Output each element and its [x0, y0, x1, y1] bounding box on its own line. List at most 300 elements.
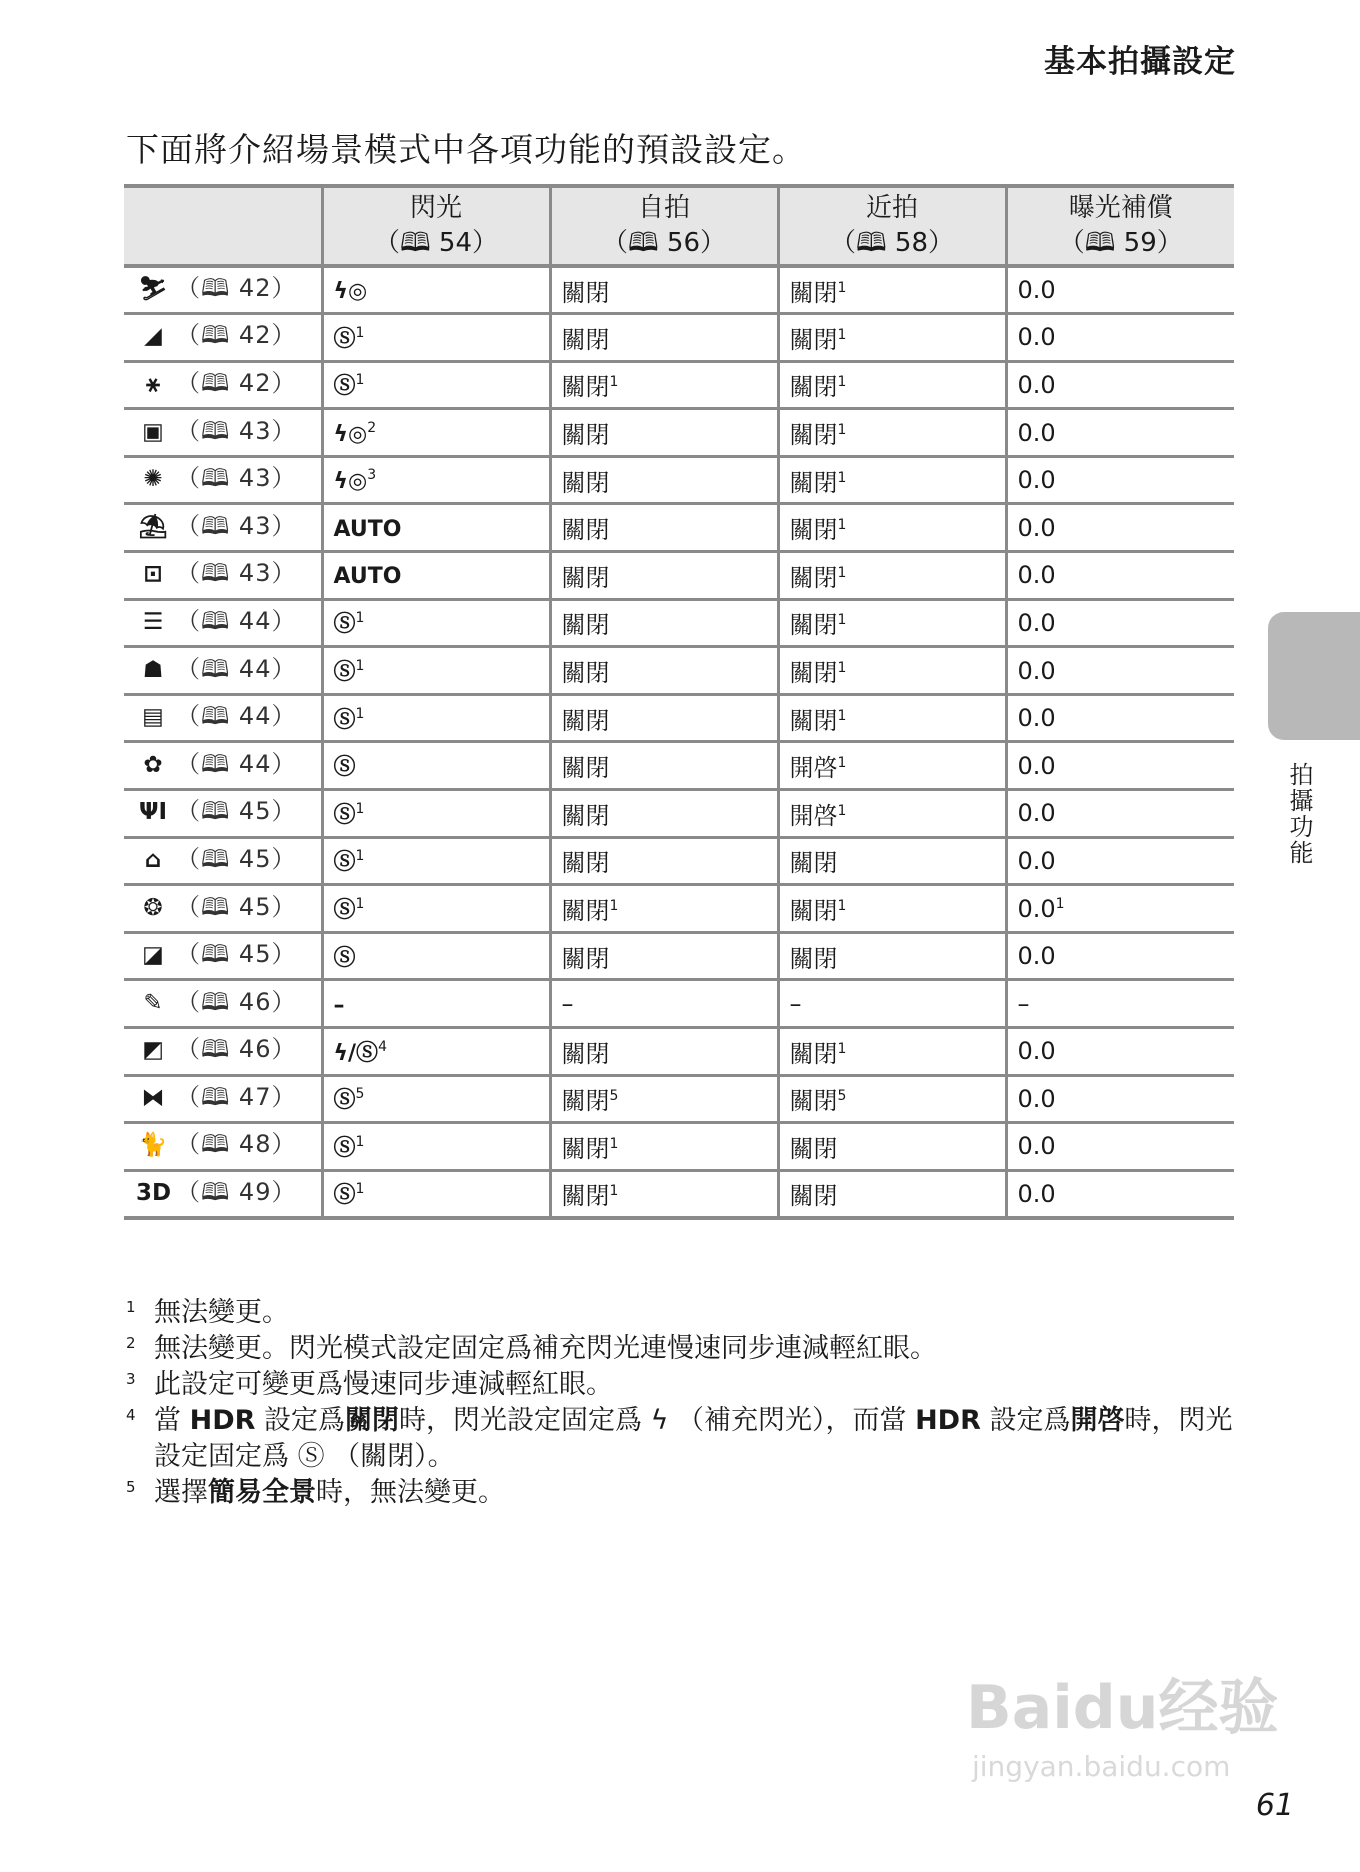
table-row	[124, 409, 1234, 457]
flash-cell	[322, 1170, 550, 1218]
flash-cell-value: Ⓢ	[333, 850, 356, 876]
self-timer-cell-value: 關閉	[561, 325, 610, 354]
exposure-comp-cell	[1006, 409, 1234, 457]
header-ref: （🕮 54）	[373, 228, 498, 258]
page-reference: （🕮 43）	[176, 559, 297, 588]
header-macro	[778, 186, 1006, 266]
self-timer-cell	[550, 599, 778, 647]
exposure-comp-cell-value: 0.0	[1017, 942, 1056, 971]
self-timer-cell-value: 關閉	[561, 563, 610, 592]
macro-cell	[778, 314, 1006, 362]
table-header-row	[124, 186, 1234, 266]
self-timer-cell	[550, 409, 778, 457]
scene-mode-icon: ✎	[143, 989, 163, 1016]
exposure-comp-cell	[1006, 932, 1234, 980]
footnote-marker: 1	[355, 324, 365, 341]
page-reference: （🕮 45）	[176, 892, 297, 921]
flash-cell-value: AUTO	[333, 516, 402, 542]
page-reference: （🕮 44）	[176, 702, 297, 731]
footnote-marker: 1	[609, 1183, 619, 1200]
scene-mode-icon: ⛷	[138, 276, 168, 303]
flash-cell	[322, 599, 550, 647]
self-timer-cell	[550, 1170, 778, 1218]
footnote-text: 設定爲	[255, 1405, 345, 1436]
macro-cell-value: 關閉	[789, 421, 838, 450]
self-timer-cell	[550, 314, 778, 362]
flash-cell-value: ϟ◎	[333, 469, 368, 495]
scene-cell	[124, 885, 322, 933]
watermark-url: jingyan.baidu.com	[972, 1750, 1231, 1783]
scene-cell	[124, 647, 322, 695]
self-timer-cell-value: 關閉	[561, 516, 610, 545]
flash-cell-value: –	[333, 992, 345, 1018]
macro-cell	[778, 837, 1006, 885]
footnote-marker: 1	[355, 1133, 365, 1150]
macro-cell-value: 關閉	[789, 325, 838, 354]
self-timer-cell-value: 關閉	[561, 373, 610, 402]
exposure-comp-cell-value: 0.0	[1017, 513, 1056, 542]
flash-cell-value: AUTO	[333, 564, 402, 590]
flash-cell-value: Ⓢ	[333, 660, 356, 686]
scene-mode-icon: 3D	[136, 1179, 172, 1206]
table-row	[124, 504, 1234, 552]
scene-cell	[124, 1028, 322, 1076]
footnote-number: 2	[126, 1334, 136, 1352]
self-timer-cell-value: 關閉	[561, 849, 610, 878]
footnote-marker: 1	[837, 469, 847, 486]
macro-cell-value: 開啓	[789, 754, 838, 783]
self-timer-cell	[550, 837, 778, 885]
footnote-marker: 1	[609, 374, 619, 391]
exposure-comp-cell	[1006, 1028, 1234, 1076]
footnote-marker: 1	[837, 374, 847, 391]
exposure-comp-cell-value: –	[1017, 989, 1030, 1018]
header-label: 近拍	[865, 192, 918, 223]
footnote-marker: 1	[837, 898, 847, 915]
scene-cell	[124, 504, 322, 552]
scene-cell	[124, 314, 322, 362]
exposure-comp-cell-value: 0.0	[1017, 894, 1056, 923]
macro-cell	[778, 409, 1006, 457]
footnote-marker: 1	[837, 517, 847, 534]
footnote-marker: 1	[355, 372, 365, 389]
macro-cell	[778, 647, 1006, 695]
self-timer-cell-value: 關閉	[561, 897, 610, 926]
header-ref: （🕮 58）	[829, 228, 954, 258]
exposure-comp-cell	[1006, 790, 1234, 838]
footnote-marker: 4	[378, 1038, 387, 1055]
macro-cell	[778, 1028, 1006, 1076]
page-reference: （🕮 44）	[176, 749, 297, 778]
exposure-comp-cell-value: 0.0	[1017, 1037, 1056, 1066]
footnote-number: 4	[126, 1406, 136, 1424]
scene-mode-icon: ❂	[143, 894, 163, 921]
macro-cell	[778, 504, 1006, 552]
self-timer-cell	[550, 361, 778, 409]
macro-cell-value: 關閉	[789, 1182, 838, 1211]
footnote-marker: 5	[837, 1088, 847, 1105]
footnote-marker: 1	[837, 564, 847, 581]
exposure-comp-cell-value: 0.0	[1017, 370, 1056, 399]
exposure-comp-cell	[1006, 1123, 1234, 1171]
footnote-text: 時，無法變更。	[316, 1477, 505, 1508]
footnote-marker: 1	[609, 898, 619, 915]
footnote-marker: 1	[355, 705, 365, 722]
footnote-marker: 1	[1055, 895, 1065, 912]
exposure-comp-cell	[1006, 837, 1234, 885]
macro-cell-value: 關閉	[789, 468, 838, 497]
exposure-comp-cell	[1006, 314, 1234, 362]
footnote-text: 此設定可變更爲慢速同步連減輕紅眼。	[154, 1369, 613, 1400]
page-reference: （🕮 45）	[176, 797, 297, 826]
table-row	[124, 790, 1234, 838]
self-timer-cell	[550, 266, 778, 314]
footnote-marker: 5	[609, 1088, 619, 1105]
table-row	[124, 742, 1234, 790]
macro-cell-value: 關閉	[789, 373, 838, 402]
exposure-comp-cell	[1006, 504, 1234, 552]
footnote-text: 無法變更。	[154, 1297, 289, 1328]
header-flash	[322, 186, 550, 266]
self-timer-cell-value: 關閉	[561, 754, 610, 783]
footnote-text: 設定爲	[980, 1405, 1071, 1436]
table-row	[124, 1123, 1234, 1171]
macro-cell	[778, 1075, 1006, 1123]
macro-cell	[778, 1123, 1006, 1171]
flash-cell	[322, 552, 550, 600]
table-row	[124, 980, 1234, 1028]
self-timer-cell-value: 關閉	[561, 1087, 610, 1116]
self-timer-cell-value: 關閉	[561, 1182, 610, 1211]
self-timer-cell-value: 關閉	[561, 278, 610, 307]
scene-cell	[124, 980, 322, 1028]
flash-cell	[322, 456, 550, 504]
macro-cell-value: 關閉	[789, 944, 838, 973]
flash-cell-value: Ⓢ	[333, 707, 356, 733]
exposure-comp-cell-value: 0.0	[1017, 276, 1056, 305]
footnote-text: 當	[154, 1405, 190, 1436]
footnotes	[124, 1295, 1234, 1511]
footnote-marker: 1	[837, 612, 847, 629]
macro-cell-value: 關閉	[789, 659, 838, 688]
flash-cell	[322, 932, 550, 980]
header-label: 閃光	[409, 192, 462, 223]
flash-cell	[322, 885, 550, 933]
self-timer-cell	[550, 1028, 778, 1076]
footnote-marker: 1	[355, 658, 365, 675]
footnote-marker: 3	[367, 467, 377, 484]
scene-mode-icon: ✿	[143, 751, 163, 778]
table-row	[124, 599, 1234, 647]
page-reference: （🕮 45）	[176, 844, 297, 873]
flash-cell-value: ϟ/Ⓢ	[333, 1040, 379, 1066]
page-reference: （🕮 49）	[176, 1177, 297, 1206]
scene-mode-icon: ⊡	[143, 561, 163, 588]
macro-cell-value: 關閉	[789, 611, 838, 640]
footnote-emphasis: 簡易全景	[208, 1477, 316, 1508]
table-row	[124, 1075, 1234, 1123]
footnote-text: 選擇	[154, 1477, 208, 1508]
self-timer-cell	[550, 885, 778, 933]
exposure-comp-cell-value: 0.0	[1017, 1084, 1056, 1113]
footnote-marker: 1	[837, 279, 847, 296]
table-row	[124, 314, 1234, 362]
macro-cell-value: 關閉	[789, 516, 838, 545]
table-row	[124, 694, 1234, 742]
scene-mode-icon: ◪	[142, 942, 164, 969]
self-timer-cell	[550, 980, 778, 1028]
flash-cell-value: Ⓢ	[333, 326, 356, 352]
exposure-comp-cell	[1006, 1170, 1234, 1218]
exposure-comp-cell-value: 0.0	[1017, 799, 1056, 828]
scene-mode-icon: ☰	[142, 608, 164, 635]
macro-cell	[778, 552, 1006, 600]
footnote-marker: 1	[355, 1181, 365, 1198]
scene-cell	[124, 552, 322, 600]
exposure-comp-cell-value: 0.0	[1017, 466, 1056, 495]
table-row	[124, 266, 1234, 314]
scene-mode-icon: ⌂	[144, 846, 162, 873]
page-reference: （🕮 43）	[176, 416, 297, 445]
exposure-comp-cell	[1006, 647, 1234, 695]
footnote-number: 5	[126, 1478, 136, 1496]
exposure-comp-cell-value: 0.0	[1017, 418, 1056, 447]
self-timer-cell	[550, 504, 778, 552]
scene-cell	[124, 790, 322, 838]
macro-cell	[778, 742, 1006, 790]
footnote-marker: 5	[355, 1086, 365, 1103]
self-timer-cell-value: 關閉	[561, 611, 610, 640]
macro-cell-value: 關閉	[789, 897, 838, 926]
table-row	[124, 456, 1234, 504]
table-row	[124, 932, 1234, 980]
footnote-number: 3	[126, 1370, 136, 1388]
exposure-comp-cell	[1006, 599, 1234, 647]
flash-cell	[322, 361, 550, 409]
intro-text: 下面將介紹場景模式中各項功能的預設設定。	[126, 130, 806, 169]
scene-defaults-table	[124, 184, 1234, 1220]
page-reference: （🕮 43）	[176, 464, 297, 493]
footnote-marker: 1	[609, 1135, 619, 1152]
macro-cell-value: 關閉	[789, 1039, 838, 1068]
scene-cell	[124, 1075, 322, 1123]
exposure-comp-cell	[1006, 885, 1234, 933]
scene-mode-icon: ΨI	[138, 799, 168, 826]
page-reference: （🕮 46）	[176, 1035, 297, 1064]
page-reference: （🕮 43）	[176, 511, 297, 540]
self-timer-cell	[550, 694, 778, 742]
self-timer-cell-value: 關閉	[561, 421, 610, 450]
flash-cell	[322, 314, 550, 362]
flash-cell-value: Ⓢ	[333, 1088, 356, 1114]
footnote-text: 無法變更。閃光模式設定固定爲補充閃光連慢速同步連減輕紅眼。	[154, 1333, 937, 1364]
self-timer-cell	[550, 1075, 778, 1123]
footnote-marker: 1	[837, 755, 847, 772]
header-scene	[124, 186, 322, 266]
footnote	[124, 1403, 1234, 1475]
macro-cell	[778, 361, 1006, 409]
flash-cell	[322, 647, 550, 695]
scene-cell	[124, 409, 322, 457]
header-ref: （🕮 59）	[1058, 228, 1183, 258]
flash-cell-value: ϟ◎	[333, 279, 368, 305]
macro-cell	[778, 790, 1006, 838]
exposure-comp-cell-value: 0.0	[1017, 751, 1056, 780]
footnote-marker: 1	[355, 896, 365, 913]
self-timer-cell	[550, 552, 778, 600]
footnote-emphasis: 關閉	[345, 1405, 399, 1436]
flash-cell-value: Ⓢ	[333, 1135, 356, 1161]
table-row	[124, 647, 1234, 695]
table-row	[124, 837, 1234, 885]
table-row	[124, 1028, 1234, 1076]
footnote	[124, 1331, 1234, 1367]
self-timer-cell-value: 關閉	[561, 468, 610, 497]
macro-cell-value: 關閉	[789, 706, 838, 735]
exposure-comp-cell-value: 0.0	[1017, 561, 1056, 590]
footnote-text: 時，閃光設定固定爲 ϟ （補充閃光），而當	[399, 1405, 916, 1436]
macro-cell-value: 開啓	[789, 801, 838, 830]
macro-cell-value: 關閉	[789, 849, 838, 878]
footnote-marker: 1	[837, 802, 847, 819]
header-label: 曝光補償	[1068, 192, 1173, 223]
flash-cell	[322, 266, 550, 314]
table-row	[124, 361, 1234, 409]
scene-cell	[124, 837, 322, 885]
footnote-marker: 1	[355, 610, 365, 627]
exposure-comp-cell-value: 0.0	[1017, 704, 1056, 733]
footnote-marker: 1	[837, 422, 847, 439]
self-timer-cell-value: 關閉	[561, 801, 610, 830]
macro-cell-value: –	[789, 989, 802, 1018]
macro-cell-value: 關閉	[789, 563, 838, 592]
scene-cell	[124, 456, 322, 504]
footnote-marker: 1	[837, 326, 847, 343]
scene-cell	[124, 932, 322, 980]
exposure-comp-cell-value: 0.0	[1017, 1179, 1056, 1208]
scene-mode-icon: ☗	[142, 656, 164, 683]
footnote-emphasis: HDR	[915, 1405, 981, 1436]
flash-cell-value: Ⓢ	[333, 374, 356, 400]
page-reference: （🕮 42）	[176, 368, 297, 397]
self-timer-cell-value: 關閉	[561, 1039, 610, 1068]
chapter-tab-label: 拍攝功能	[1285, 762, 1313, 866]
self-timer-cell-value: 關閉	[561, 706, 610, 735]
macro-cell	[778, 980, 1006, 1028]
flash-cell	[322, 694, 550, 742]
macro-cell	[778, 1170, 1006, 1218]
self-timer-cell	[550, 647, 778, 695]
exposure-comp-cell	[1006, 694, 1234, 742]
header-self-timer	[550, 186, 778, 266]
page-reference: （🕮 42）	[176, 321, 297, 350]
macro-cell-value: 關閉	[789, 1134, 838, 1163]
exposure-comp-cell	[1006, 266, 1234, 314]
flash-cell-value: Ⓢ	[333, 898, 356, 924]
header-ref: （🕮 56）	[601, 228, 726, 258]
flash-cell	[322, 742, 550, 790]
footnote-marker: 1	[837, 1040, 847, 1057]
scene-cell	[124, 742, 322, 790]
macro-cell	[778, 885, 1006, 933]
scene-mode-icon: ⧓	[141, 1084, 165, 1111]
header-label: 自拍	[637, 192, 690, 223]
footnote-marker: 1	[837, 660, 847, 677]
macro-cell-value: 關閉	[789, 1087, 838, 1116]
header-exposure-comp	[1006, 186, 1234, 266]
scene-cell	[124, 361, 322, 409]
scene-mode-icon: ⚹	[146, 370, 160, 397]
footnote-marker: 2	[367, 419, 377, 436]
macro-cell	[778, 932, 1006, 980]
exposure-comp-cell	[1006, 1075, 1234, 1123]
page-reference: （🕮 44）	[176, 606, 297, 635]
flash-cell	[322, 1075, 550, 1123]
self-timer-cell-value: 關閉	[561, 944, 610, 973]
page-reference: （🕮 46）	[176, 987, 297, 1016]
scene-cell	[124, 694, 322, 742]
exposure-comp-cell-value: 0.0	[1017, 323, 1056, 352]
table-row	[124, 885, 1234, 933]
footnote	[124, 1475, 1234, 1511]
exposure-comp-cell	[1006, 456, 1234, 504]
self-timer-cell-value: –	[561, 989, 574, 1018]
self-timer-cell-value: 關閉	[561, 659, 610, 688]
footnote	[124, 1367, 1234, 1403]
footnote-marker: 1	[355, 800, 365, 817]
self-timer-cell	[550, 456, 778, 504]
chapter-tab	[1268, 612, 1360, 740]
macro-cell-value: 關閉	[789, 278, 838, 307]
flash-cell	[322, 837, 550, 885]
flash-cell-value: ϟ◎	[333, 421, 368, 447]
page-reference: （🕮 47）	[176, 1082, 297, 1111]
exposure-comp-cell	[1006, 361, 1234, 409]
footnote	[124, 1295, 1234, 1331]
scene-cell	[124, 266, 322, 314]
self-timer-cell	[550, 1123, 778, 1171]
self-timer-cell	[550, 742, 778, 790]
watermark-logo: Baidu经验	[966, 1673, 1279, 1743]
scene-mode-icon: ⛱	[138, 513, 168, 540]
exposure-comp-cell-value: 0.0	[1017, 1132, 1056, 1161]
exposure-comp-cell	[1006, 980, 1234, 1028]
scene-mode-icon: ▤	[142, 704, 164, 731]
page-reference: （🕮 48）	[176, 1130, 297, 1159]
scene-mode-icon: 🐈	[138, 1132, 168, 1159]
flash-cell	[322, 980, 550, 1028]
scene-mode-icon: ▣	[142, 418, 164, 445]
scene-cell	[124, 1170, 322, 1218]
flash-cell	[322, 790, 550, 838]
flash-cell	[322, 1123, 550, 1171]
page-reference: （🕮 44）	[176, 654, 297, 683]
flash-cell	[322, 1028, 550, 1076]
self-timer-cell-value: 關閉	[561, 1134, 610, 1163]
scene-cell	[124, 599, 322, 647]
table-row	[124, 1170, 1234, 1218]
self-timer-cell	[550, 932, 778, 980]
flash-cell-value: Ⓢ	[333, 1183, 356, 1209]
flash-cell	[322, 409, 550, 457]
footnote-marker: 1	[837, 707, 847, 724]
page-number: 61	[1255, 1788, 1294, 1823]
flash-cell-value: Ⓢ	[333, 945, 356, 971]
footnote-number: 1	[126, 1298, 136, 1316]
scene-mode-icon: ◢	[144, 323, 162, 350]
flash-cell-value: Ⓢ	[333, 802, 356, 828]
exposure-comp-cell	[1006, 742, 1234, 790]
